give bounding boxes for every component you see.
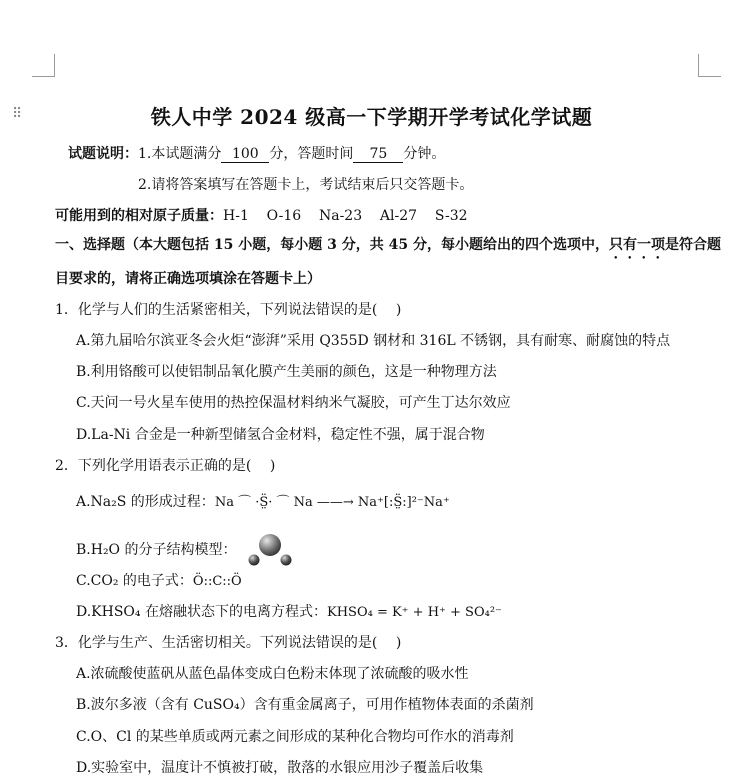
question-3-stem: 3．化学与生产、生活密切相关。下列说法错误的是( ) <box>55 635 402 651</box>
question-2-option-d <box>76 601 502 621</box>
q2-a-label: A.Na₂S 的形成过程： <box>76 494 215 510</box>
q2-c-label: C.CO₂ 的电子式： <box>76 573 193 589</box>
question-3-option-a: A.浓硫酸使蓝矾从蓝色晶体变成白色粉末体现了浓硫酸的吸水性 <box>76 666 469 682</box>
section-header-b: 是符合题 <box>664 237 721 253</box>
question-1-stem: 1．化学与人们的生活紧密相关，下列说法错误的是( ) <box>55 302 402 318</box>
full-score-value: 100 <box>221 147 269 163</box>
question-3-option-d: D.实验室中，温度计不慎被打破，散落的水银应用沙子覆盖后收集 <box>76 760 484 776</box>
q2-d-label: D.KHSO₄ 在熔融状态下的电离方程式： <box>76 604 327 620</box>
instruction-text-a: 1.本试题满分 <box>138 146 222 162</box>
question-2-stem: 2．下列化学用语表示正确的是( ) <box>55 458 276 474</box>
q2-d-formula: KHSO₄ = K⁺ + H⁺ + SO₄²⁻ <box>326 605 502 620</box>
instruction-label: 试题说明： <box>68 146 138 162</box>
section-header <box>55 234 721 262</box>
q2-b-label: B.H₂O 的分子结构模型： <box>76 542 237 558</box>
question-3-option-c: C.O、Cl 的某些单质或两元素之间形成的某种化合物均可作水的消毒剂 <box>76 729 514 745</box>
instruction-text-c: 分钟。 <box>403 146 446 162</box>
question-1-option-d: D.La-Ni 合金是一种新型储氢合金材料，稳定性不强，属于混合物 <box>76 427 485 443</box>
atomic-mass-line <box>55 205 468 225</box>
question-1-option-b: B.利用铬酸可以使铝制品氧化膜产生美丽的颜色，这是一种物理方法 <box>76 364 497 380</box>
question-3-option-b: B.波尔多液（含有 CuSO₄）含有重金属离子，可用作植物体表面的杀菌剂 <box>76 697 534 713</box>
instruction-line-1 <box>68 143 445 163</box>
crop-mark-left <box>32 54 55 77</box>
q2-a-formula: Na ⌒ ·S̤̈· ⌒ Na ——→ Na⁺[:S̤̈:]²⁻Na⁺ <box>214 495 450 510</box>
q2-c-formula: Ö::C::Ö <box>192 574 242 589</box>
atomic-mass-label: 可能用到的相对原子质量： <box>55 208 223 224</box>
question-2-option-c <box>76 570 242 590</box>
question-1-option-c: C.天问一号火星车使用的热控保温材料纳米气凝胶，可产生丁达尔效应 <box>76 395 511 411</box>
crop-mark-right <box>698 54 721 77</box>
exam-title: 铁人中学 2024 级高一下学期开学考试化学试题 <box>150 105 593 129</box>
drag-handle-icon[interactable]: ⠿ <box>12 106 23 122</box>
question-2-option-b <box>76 532 295 568</box>
section-header-a: 一、选择题（本大题包括 15 小题，每小题 3 分，共 45 分，每小题给出的四个选项中， <box>55 237 609 253</box>
instruction-text-b: 分，答题时间 <box>269 146 354 162</box>
atomic-mass-values: H-1 O-16 Na-23 Al-27 S-32 <box>223 208 468 224</box>
section-header-line2: 目要求的，请将正确选项填涂在答题卡上） <box>55 271 321 287</box>
water-molecule-model-icon <box>247 532 295 568</box>
time-value: 75 <box>353 147 403 163</box>
instruction-line-2: 2.请将答案填写在答题卡上，考试结束后只交答题卡。 <box>138 177 474 193</box>
question-2-option-a <box>76 491 450 511</box>
question-1-option-a: A.第九届哈尔滨亚冬会火炬“澎湃”采用 Q355D 钢材和 316L 不锈钢，具有耐寒、耐腐蚀的特点 <box>76 333 671 349</box>
section-header-emphasis: 只有一项 <box>608 237 665 253</box>
